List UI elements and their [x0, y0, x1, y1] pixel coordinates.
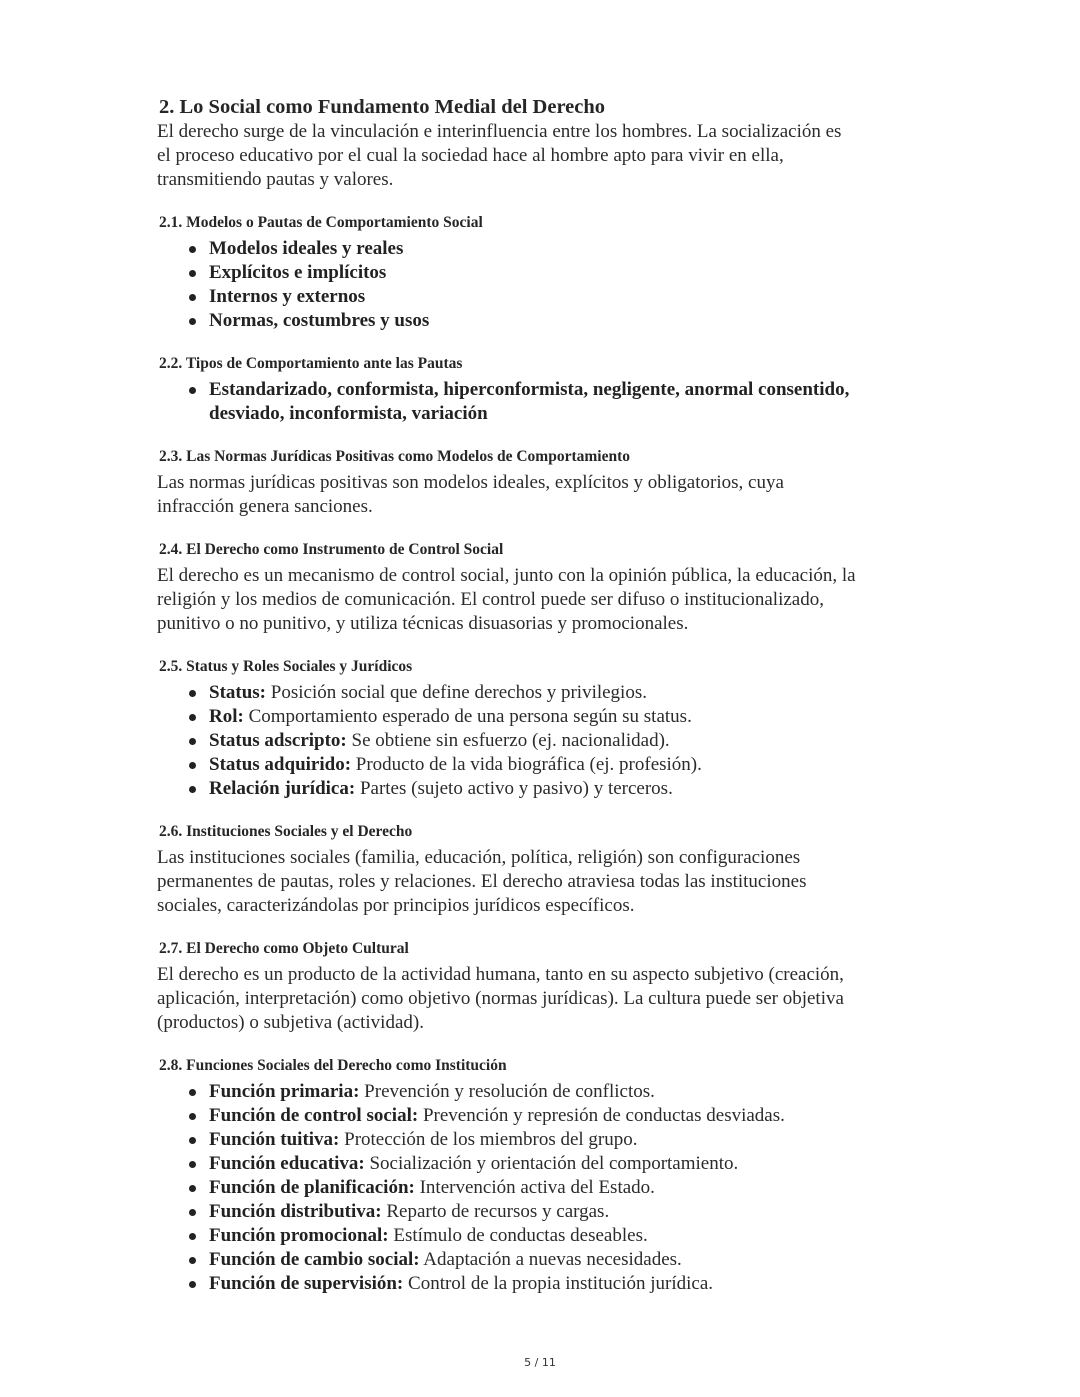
bullet-icon	[189, 738, 196, 745]
item-term: Status adscripto:	[209, 730, 347, 751]
item-text: Control de la propia institución jurídica.	[403, 1273, 714, 1294]
item-text: Socialización y orientación del comportamiento.	[364, 1153, 739, 1174]
subsection-heading: 2.5. Status y Roles Sociales y Jurídicos	[159, 658, 413, 675]
bullet-icon	[189, 318, 196, 325]
intro-paragraph	[157, 120, 937, 192]
bullet-icon	[189, 762, 196, 769]
item-term: Función de planificación:	[209, 1177, 415, 1198]
list-item	[157, 378, 937, 426]
item-term: Normas, costumbres y usos	[209, 310, 430, 331]
item-term: Función promocional:	[209, 1225, 389, 1246]
paragraph-line: El derecho es un mecanismo de control social, junto con la opinión pública, la educación, la	[157, 565, 856, 586]
item-text: Estímulo de conductas deseables.	[388, 1225, 648, 1246]
item-text: Adaptación a nuevas necesidades.	[419, 1249, 682, 1270]
subsection-heading: 2.8. Funciones Sociales del Derecho como Institución	[159, 1057, 507, 1074]
item-term: Función de cambio social:	[209, 1249, 420, 1270]
list-item	[157, 261, 937, 285]
item-text: Producto de la vida biográfica (ej. profesión).	[351, 754, 702, 775]
subsection-heading: 2.4. El Derecho como Instrumento de Control Social	[159, 541, 504, 558]
bullet-icon	[189, 387, 196, 394]
item-term: Función de control social:	[209, 1105, 419, 1126]
subsection	[157, 820, 937, 918]
subsections	[157, 211, 937, 1296]
item-term: Internos y externos	[209, 286, 366, 307]
list-item	[157, 1200, 937, 1224]
bullet-icon	[189, 714, 196, 721]
list-item	[157, 729, 937, 753]
item-text: Comportamiento esperado de una persona según su status.	[243, 706, 692, 727]
list-item	[157, 1224, 937, 1248]
subsection-heading: 2.7. El Derecho como Objeto Cultural	[159, 940, 409, 957]
bullet-icon	[189, 786, 196, 793]
item-term-continued: desviado, inconformista, variación	[209, 403, 488, 424]
paragraph-line: el proceso educativo por el cual la sociedad hace al hombre apto para vivir en ella,	[157, 145, 784, 166]
item-term: Explícitos e implícitos	[209, 262, 387, 283]
subsection-heading: 2.2. Tipos de Comportamiento ante las Pautas	[159, 355, 463, 372]
list-item	[157, 1272, 937, 1296]
document-page	[157, 94, 937, 1296]
paragraph-line: punitivo o no punitivo, y utiliza técnicas disuasorias y promocionales.	[157, 613, 689, 634]
subsection	[157, 352, 937, 426]
list-item	[157, 1080, 937, 1104]
paragraph-line: sociales, caracterizándolas por principios jurídicos específicos.	[157, 895, 635, 916]
paragraph-line: religión y los medios de comunicación. El control puede ser difuso o institucionalizado,	[157, 589, 824, 610]
paragraph-line: Las instituciones sociales (familia, educación, política, religión) son configuraciones	[157, 847, 801, 868]
item-text: Reparto de recursos y cargas.	[381, 1201, 610, 1222]
bullet-icon	[189, 1089, 196, 1096]
bullet-icon	[189, 246, 196, 253]
subsection-heading: 2.3. Las Normas Jurídicas Positivas como Modelos de Comportamiento	[159, 448, 630, 465]
item-text: Intervención activa del Estado.	[414, 1177, 655, 1198]
item-term: Función primaria:	[209, 1081, 360, 1102]
paragraph-line: transmitiendo pautas y valores.	[157, 169, 394, 190]
bullet-icon	[189, 1281, 196, 1288]
subsection	[157, 538, 937, 636]
item-term: Status:	[209, 682, 267, 703]
bullet-icon	[189, 294, 196, 301]
paragraph-line: El derecho surge de la vinculación e interinfluencia entre los hombres. La socialización es	[157, 121, 842, 142]
item-term: Función de supervisión:	[209, 1273, 404, 1294]
section-title: 2. Lo Social como Fundamento Medial del Derecho	[159, 96, 606, 118]
subsection	[157, 655, 937, 801]
subsection	[157, 937, 937, 1035]
item-text: Partes (sujeto activo y pasivo) y terceros.	[355, 778, 673, 799]
list-item	[157, 1128, 937, 1152]
bullet-icon	[189, 1209, 196, 1216]
item-text: Posición social que define derechos y privilegios.	[266, 682, 647, 703]
paragraph-line: infracción genera sanciones.	[157, 496, 373, 517]
item-text: Prevención y resolución de conflictos.	[359, 1081, 655, 1102]
list-item	[157, 309, 937, 333]
list-item	[157, 1152, 937, 1176]
item-term: Relación jurídica:	[209, 778, 356, 799]
paragraph-line: (productos) o subjetiva (actividad).	[157, 1012, 424, 1033]
list-item	[157, 1104, 937, 1128]
bullet-icon	[189, 1233, 196, 1240]
paragraph-line: El derecho es un producto de la actividad humana, tanto en su aspecto subjetivo (creación,	[157, 964, 844, 985]
subsection	[157, 211, 937, 333]
list-item	[157, 1248, 937, 1272]
paragraph-line: Las normas jurídicas positivas son modelos ideales, explícitos y obligatorios, cuya	[157, 472, 784, 493]
bullet-icon	[189, 690, 196, 697]
bullet-icon	[189, 1113, 196, 1120]
bullet-icon	[189, 1161, 196, 1168]
item-text: Prevención y represión de conductas desviadas.	[418, 1105, 785, 1126]
bullet-icon	[189, 270, 196, 277]
paragraph-line: aplicación, interpretación) como objetivo (normas jurídicas). La cultura puede ser objetiva	[157, 988, 844, 1009]
bullet-list	[157, 1080, 937, 1296]
item-term: Función distributiva:	[209, 1201, 382, 1222]
item-text: Se obtiene sin esfuerzo (ej. nacionalidad).	[346, 730, 670, 751]
item-term: Status adquirido:	[209, 754, 352, 775]
bullet-list	[157, 681, 937, 801]
paragraph-line: permanentes de pautas, roles y relaciones. El derecho atraviesa todas las instituciones	[157, 871, 807, 892]
list-item	[157, 705, 937, 729]
item-term: Función tuitiva:	[209, 1129, 340, 1150]
page-number: 5 / 11	[524, 1356, 556, 1369]
list-item	[157, 777, 937, 801]
list-item	[157, 285, 937, 309]
item-term: Modelos ideales y reales	[209, 238, 404, 259]
list-item	[157, 237, 937, 261]
bullet-list	[157, 378, 937, 426]
subsection-heading: 2.6. Instituciones Sociales y el Derecho	[159, 823, 413, 840]
item-term: Rol:	[209, 706, 244, 727]
subsection	[157, 445, 937, 519]
item-text: Protección de los miembros del grupo.	[339, 1129, 638, 1150]
list-item	[157, 1176, 937, 1200]
bullet-icon	[189, 1185, 196, 1192]
item-term: Estandarizado, conformista, hiperconformista, negligente, anormal consentido,	[209, 379, 850, 400]
bullet-icon	[189, 1257, 196, 1264]
subsection	[157, 1054, 937, 1296]
list-item	[157, 753, 937, 777]
bullet-list	[157, 237, 937, 333]
list-item	[157, 681, 937, 705]
bullet-icon	[189, 1137, 196, 1144]
subsection-heading: 2.1. Modelos o Pautas de Comportamiento Social	[159, 214, 483, 231]
item-term: Función educativa:	[209, 1153, 365, 1174]
